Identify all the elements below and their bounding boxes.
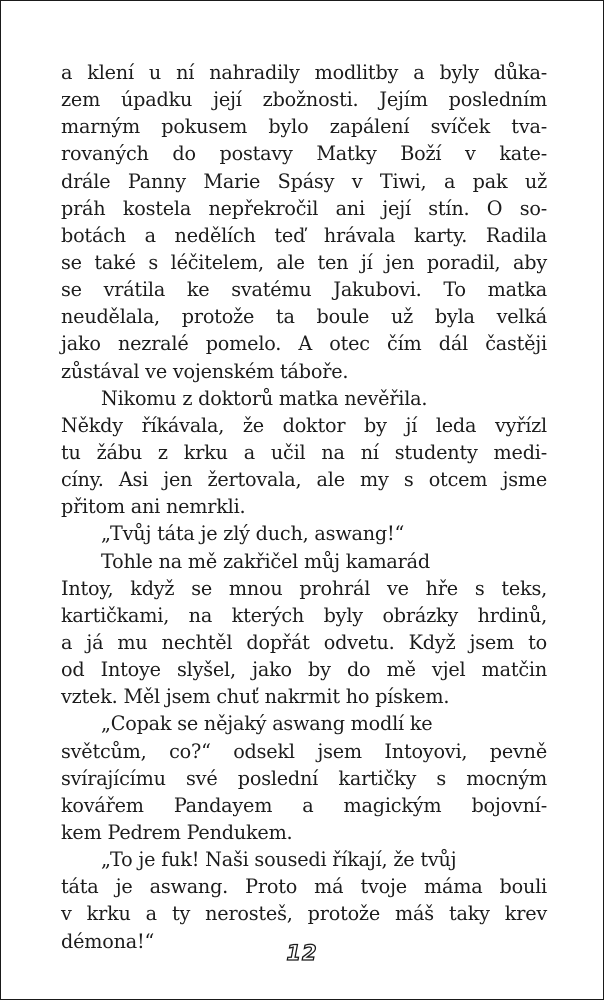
text-line: kartičkami, na kterých byly obrázky hrdinů, <box>61 603 547 627</box>
text-line: Intoy, když se mnou prohrál ve hře s teks, <box>61 576 547 600</box>
body-text <box>61 59 547 955</box>
text-line: botách a nedělích teď hrávala karty. Radila <box>61 223 547 247</box>
text-line: od Intoye slyšel, jako by do mě vjel matčin <box>61 658 547 682</box>
text-line: táta je aswang. Proto má tvoje máma bouli <box>61 875 547 899</box>
text-line: a já mu nechtěl dopřát odvetu. Když jsem to <box>61 630 547 654</box>
text-line: přitom ani nemrkli. <box>61 495 246 519</box>
text-line: svírajícímu své poslední kartičky s mocným <box>61 766 547 790</box>
text-line: vztek. Měl jsem chuť nakrmit ho pískem. <box>61 685 450 709</box>
text-line: jako nezralé pomelo. A otec čím dál častěji <box>61 332 547 356</box>
page-number: 12 <box>286 941 318 965</box>
text-line: v krku a ty nerosteš, protože máš taky krev <box>61 902 547 926</box>
text-line: zůstával ve vojenském táboře. <box>61 359 349 383</box>
text-line: světcům, co?“ odsekl jsem Intoyovi, pevně <box>61 739 547 763</box>
text-line: a klení u ní nahradily modlitby a byly důka- <box>61 61 547 84</box>
text-line: „Tvůj táta je zlý duch, aswang!“ <box>101 522 405 546</box>
text-line: cíny. Asi jen žertovala, ale my s otcem jsme <box>61 468 547 492</box>
text-line: kem Pedrem Pendukem. <box>61 820 293 844</box>
text-line: neudělala, protože ta boule už byla velká <box>61 305 547 329</box>
text-line: drále Panny Marie Spásy v Tiwi, a pak už <box>61 169 547 193</box>
text-line: marným pokusem bylo zapálení svíček tva- <box>61 115 547 139</box>
text-line: „Copak se nějaký aswang modlí ke <box>101 712 433 736</box>
text-line: kovářem Pandayem a magickým bojovní- <box>61 793 547 817</box>
text-line: zem úpadku její zbožnosti. Jejím posledním <box>61 88 547 112</box>
text-line: rovaných do postavy Matky Boží v kate- <box>61 142 547 166</box>
text-line: Někdy říkávala, že doktor by jí leda vyřízl <box>61 413 547 437</box>
text-line: démona!“ <box>61 929 155 953</box>
text-line: práh kostela nepřekročil ani její stín. O so- <box>61 196 547 220</box>
text-line: se také s léčitelem, ale ten jí jen poradil, aby <box>61 250 547 274</box>
text-line: Nikomu z doktorů matka nevěřila. <box>101 386 428 410</box>
text-line: „To je fuk! Naši sousedi říkají, že tvůj <box>101 848 457 872</box>
text-line: Tohle na mě zakřičel můj kamarád <box>101 549 430 573</box>
text-line: se vrátila ke svatému Jakubovi. To matka <box>61 278 547 302</box>
text-line: tu žábu z krku a učil na ní studenty medi- <box>61 440 547 464</box>
